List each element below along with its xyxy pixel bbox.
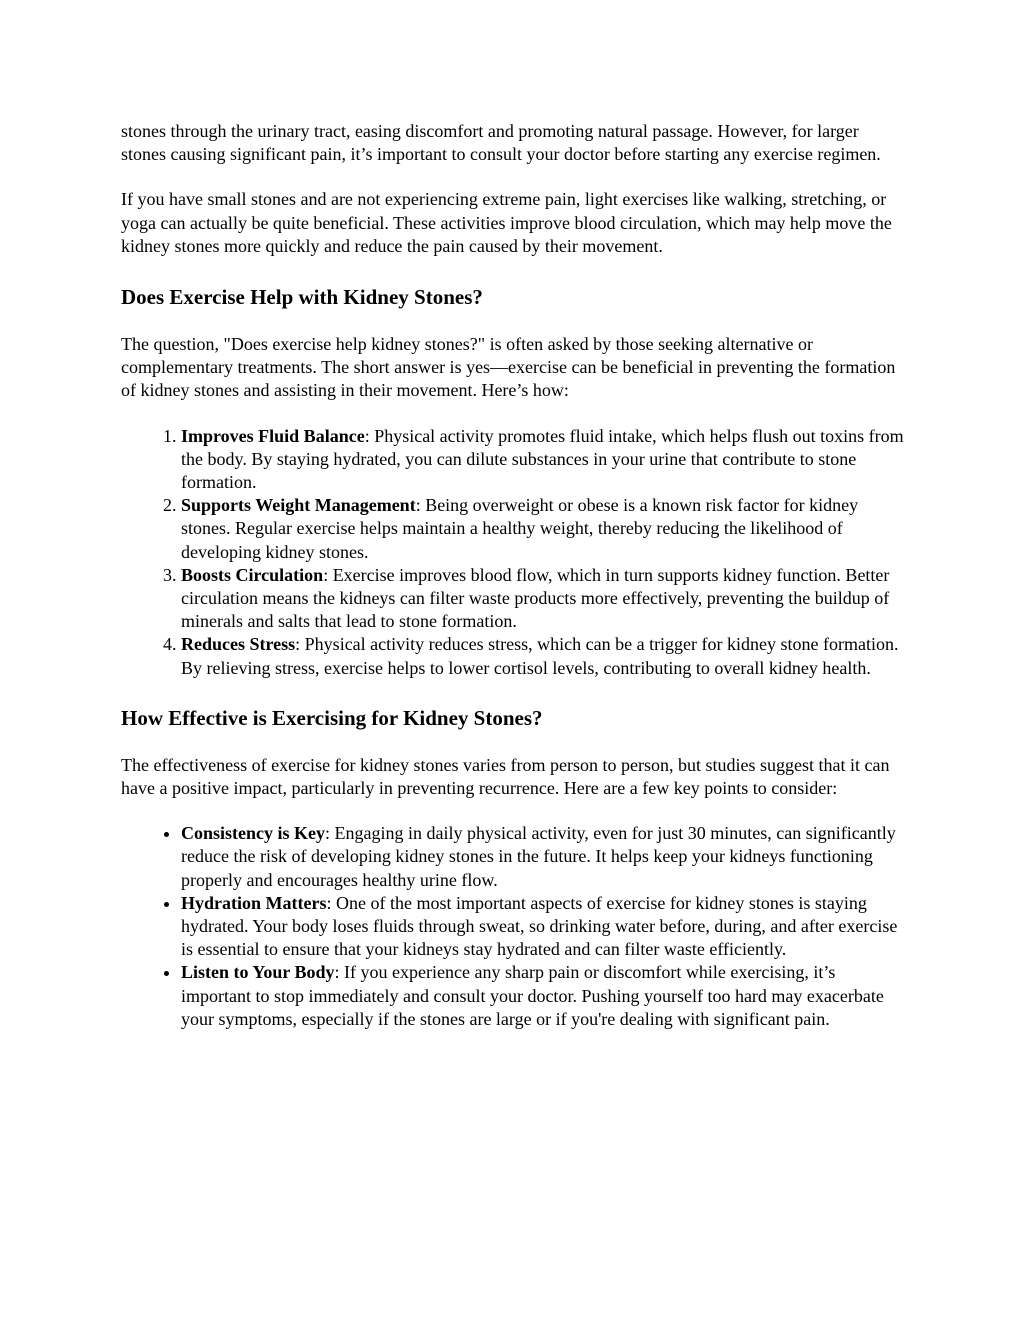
list-item-text: : Engaging in daily physical activity, even for just 30 minutes, can significantly reduce the risk of developing kidney stones in the future. It helps keep your kidneys functioning properly and encourages healthy urine flow. — [181, 823, 896, 890]
benefits-numbered-list — [121, 425, 906, 680]
list-item-term: Supports Weight Management — [181, 495, 416, 516]
section1-intro: The question, "Does exercise help kidney stones?" is often asked by those seeking alternative or complementary treatments. The short answer is yes—exercise can be beneficial in preventing the formation of kidney stones and assisting in their movement. Here’s how: — [121, 334, 896, 401]
list-item-text: : One of the most important aspects of exercise for kidney stones is staying hydrated. Your body loses fluids through sweat, so drinking water before, during, and after exercise is essential to ensure that your kidneys stay hydrated and can filter waste efficiently. — [181, 892, 898, 960]
list-item — [181, 633, 906, 679]
section-heading-does-exercise-help: Does Exercise Help with Kidney Stones? — [121, 285, 483, 310]
list-item — [181, 961, 906, 1031]
list-item — [181, 822, 906, 892]
key-points-bullet-list — [121, 822, 906, 1031]
list-item-text: : Physical activity promotes fluid intake, which helps flush out toxins from the body. By staying hydrated, you can dilute substances in your urine that contribute to stone formation. — [181, 425, 904, 493]
list-item — [181, 892, 906, 962]
list-item — [181, 494, 906, 564]
list-item-term: Listen to Your Body — [181, 962, 335, 983]
paragraph-light-exercise: If you have small stones and are not experiencing extreme pain, light exercises like walking, stretching, or yoga can actually be quite beneficial. These activities improve blood circulation, which may help move the kidney stones more quickly and reduce the pain caused by their movement. — [121, 189, 892, 256]
section2-intro: The effectiveness of exercise for kidney stones varies from person to person, but studies suggest that it can have a positive impact, particularly in preventing recurrence. Here are a few key points to consider: — [121, 754, 890, 799]
list-item-term: Boosts Circulation — [181, 564, 324, 585]
list-item-text: : If you experience any sharp pain or discomfort while exercising, it’s important to stop immediately and consult your doctor. Pushing yourself too hard may exacerbate your symptoms, especially if the stones are large or if you're dealing with significant pain. — [181, 962, 884, 1029]
section-heading-how-effective: How Effective is Exercising for Kidney Stones? — [121, 705, 543, 730]
list-item-text: : Exercise improves blood flow, which in turn supports kidney function. Better circulation means the kidneys can filter waste products more effectively, preventing the buildup of minerals and salts that lead to stone formation. — [181, 564, 890, 632]
list-item — [181, 564, 906, 634]
list-item-term: Hydration Matters — [181, 892, 327, 913]
list-item-term: Consistency is Key — [181, 823, 325, 844]
list-item-term: Reduces Stress — [181, 634, 296, 655]
list-item-text: : Physical activity reduces stress, which can be a trigger for kidney stone formation. By relieving stress, exercise helps to lower cortisol levels, contributing to overall kidney health. — [181, 634, 899, 678]
document-page — [121, 120, 906, 1031]
list-item-term: Improves Fluid Balance — [181, 425, 365, 446]
list-item-text: : Being overweight or obese is a known risk factor for kidney stones. Regular exercise helps maintain a healthy weight, thereby reducing the likelihood of developing kidney stones. — [181, 495, 859, 562]
paragraph-continued: stones through the urinary tract, easing discomfort and promoting natural passage. However, for larger stones causing significant pain, it’s important to consult your doctor before starting any exercise regimen. — [121, 121, 881, 165]
list-item — [181, 425, 906, 495]
